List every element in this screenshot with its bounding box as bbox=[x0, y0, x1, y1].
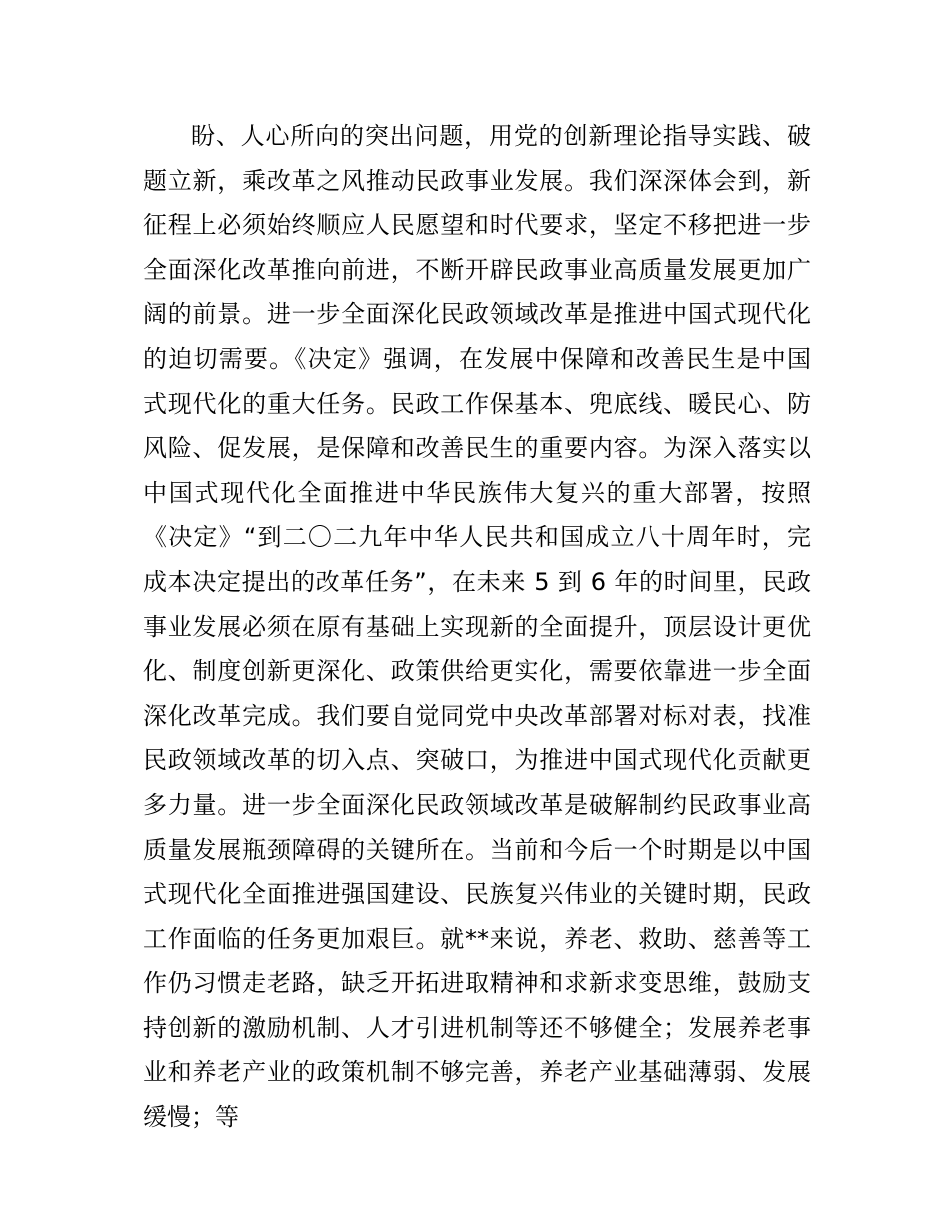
text-line: 事业发展必须在原有基础上实现新的全面提升，顶层设计更优 bbox=[143, 612, 811, 641]
text-line: 作仍习惯走老路，缺乏开拓进取精神和求新求变思维，鼓励支 bbox=[143, 969, 811, 998]
text-line: 《决定》“到二〇二九年中华人民共和国成立八十周年时，完 bbox=[143, 523, 811, 552]
text-line: 的迫切需要。《决定》强调，在发展中保障和改善民生是中国 bbox=[143, 344, 811, 373]
text-line: 工作面临的任务更加艰巨。就**来说，养老、救助、慈善等工 bbox=[143, 924, 811, 953]
text-line: 式现代化的重大任务。民政工作保基本、兜底线、暖民心、防 bbox=[143, 389, 811, 418]
text-line: 质量发展瓶颈障碍的关键所在。当前和今后一个时期是以中国 bbox=[143, 835, 811, 864]
text-line: 民政领域改革的切入点、突破口，为推进中国式现代化贡献更 bbox=[143, 746, 811, 775]
text-line: 征程上必须始终顺应人民愿望和时代要求，坚定不移把进一步 bbox=[143, 211, 811, 240]
text-line: 阔的前景。进一步全面深化民政领域改革是推进中国式现代化 bbox=[143, 300, 811, 329]
text-line: 盼、人心所向的突出问题，用党的创新理论指导实践、破 bbox=[191, 122, 811, 150]
text-line: 化、制度创新更深化、政策供给更实化，需要依靠进一步全面 bbox=[143, 657, 811, 686]
text-line: 成本决定提出的改革任务”，在未来 5 到 6 年的时间里，民政 bbox=[143, 567, 811, 596]
text-line: 多力量。进一步全面深化民政领域改革是破解制约民政事业高 bbox=[143, 790, 811, 819]
text-line: 风险、促发展，是保障和改善民生的重要内容。为深入落实以 bbox=[143, 434, 811, 463]
text-line: 式现代化全面推进强国建设、民族复兴伟业的关键时期，民政 bbox=[143, 880, 811, 909]
text-line: 持创新的激励机制、人才引进机制等还不够健全；发展养老事 bbox=[143, 1013, 811, 1042]
text-line: 业和养老产业的政策机制不够完善，养老产业基础薄弱、发展 bbox=[143, 1058, 811, 1087]
body-paragraph bbox=[143, 114, 811, 1140]
text-line: 题立新，乘改革之风推动民政事业发展。我们深深体会到，新 bbox=[143, 166, 811, 195]
text-line: 深化改革完成。我们要自觉同党中央改革部署对标对表，找准 bbox=[143, 701, 811, 730]
text-line: 缓慢；等 bbox=[143, 1103, 239, 1132]
text-line: 中国式现代化全面推进中华民族伟大复兴的重大部署，按照 bbox=[143, 478, 811, 507]
text-line: 全面深化改革推向前进，不断开辟民政事业高质量发展更加广 bbox=[143, 255, 811, 284]
